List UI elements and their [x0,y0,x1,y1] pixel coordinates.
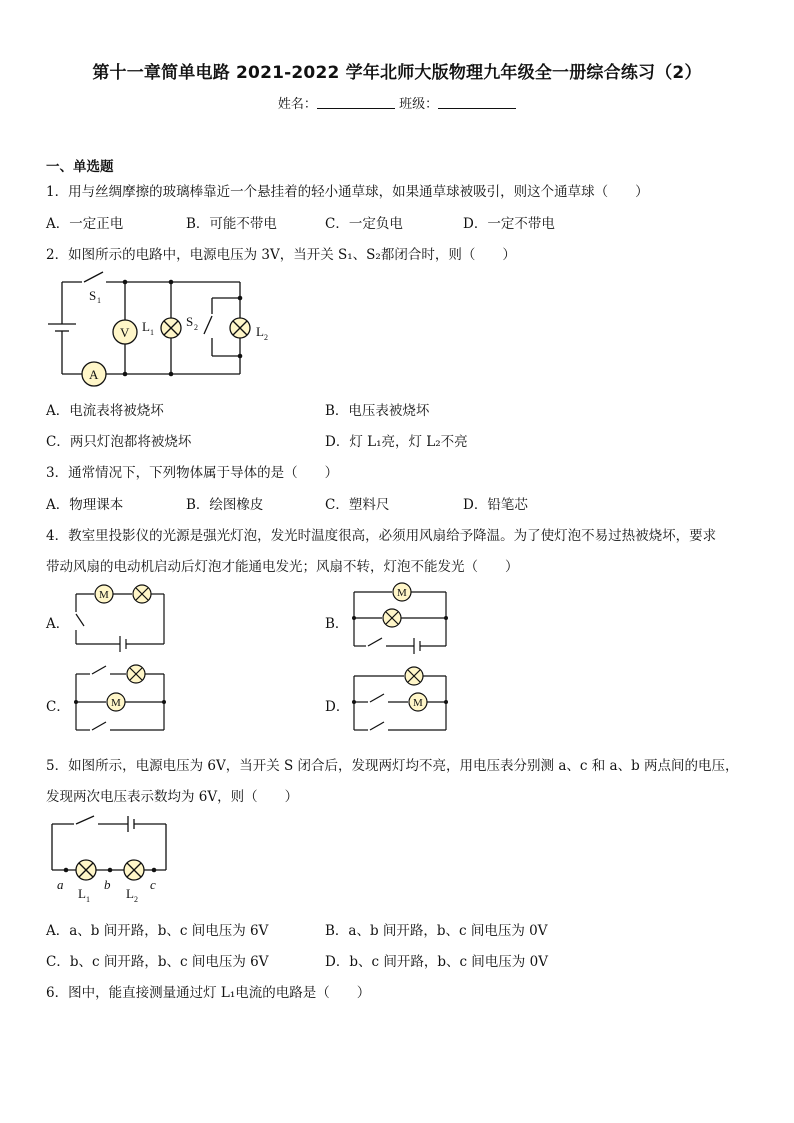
l2-subscript: 2 [134,895,138,904]
question-4-option-d-circuit[interactable] [350,660,450,735]
question-4-option-d-label[interactable]: D． [325,699,350,715]
question-4-option-c-circuit[interactable] [68,660,168,735]
point-b-label: b [104,877,111,892]
l2-label: L [126,886,134,901]
motor-label: M [111,697,121,709]
question-2-option-c[interactable]: C．两只灯泡都将被烧坏 [46,434,192,450]
motor-label: M [397,587,407,599]
question-3-option-b[interactable]: B．绘图橡皮 [186,497,264,513]
question-4-stem-line-2: 带动风扇的电动机启动后灯泡才能通电发光；风扇不转，灯泡不能发光（ ） [46,559,519,575]
l1-label: L [142,319,150,334]
motor-label: M [413,697,423,709]
l2-label: L [256,324,264,339]
s1-subscript: 1 [97,296,101,305]
point-a-label: a [57,877,64,892]
page-title: 第十一章简单电路 2021-2022 学年北师大版物理九年级全一册综合练习（2） [92,63,702,83]
question-1-option-d[interactable]: D．一定不带电 [463,216,555,232]
question-5-option-b[interactable]: B．a、b 间开路，b、c 间电压为 0V [325,923,548,939]
question-4-option-a-circuit[interactable] [68,582,168,652]
class-label: 班级： [399,97,439,112]
l1-label: L [78,886,86,901]
question-1-stem: 1．用与丝绸摩擦的玻璃棒靠近一个悬挂着的轻小通草球，如果通草球被吸引，则这个通草球（ ） [46,184,649,200]
question-5-option-a[interactable]: A．a、b 间开路，b、c 间电压为 6V [46,923,269,939]
s1-label: S [89,288,97,303]
name-class-line [0,93,794,112]
question-1-option-c[interactable]: C．一定负电 [325,216,403,232]
name-label: 姓名： [277,97,317,112]
s2-subscript: 2 [194,323,198,332]
question-4-option-a-label[interactable]: A． [46,616,70,632]
ammeter-label: A [89,367,99,382]
question-2-option-d[interactable]: D．灯 L₁亮，灯 L₂不亮 [325,434,468,450]
question-2-option-a[interactable]: A．电流表将被烧坏 [46,403,164,419]
question-4-option-b-label[interactable]: B． [325,616,349,632]
question-5-option-c[interactable]: C．b、c 间开路，b、c 间电压为 6V [46,954,269,970]
question-3-option-c[interactable]: C．塑料尺 [325,497,390,513]
question-4-option-b-circuit[interactable] [350,582,450,652]
question-3-option-a[interactable]: A．物理课本 [46,497,124,513]
question-4-option-c-label[interactable]: C． [46,699,70,715]
l1-subscript: 1 [150,328,154,337]
question-1-option-b[interactable]: B．可能不带电 [186,216,277,232]
question-2-option-b[interactable]: B．电压表被烧坏 [325,403,430,419]
l1-subscript: 1 [86,895,90,904]
question-5-stem-line-2: 发现两次电压表示数均为 6V，则（ ） [46,789,299,805]
section-heading: 一、单选题 [46,159,114,175]
question-3-option-d[interactable]: D．铅笔芯 [463,497,528,513]
motor-label: M [99,589,109,601]
question-1-option-a[interactable]: A．一定正电 [46,216,124,232]
question-2-circuit-diagram [40,268,290,388]
point-c-label: c [150,877,156,892]
question-5-circuit-diagram [44,812,174,907]
question-2-stem: 2．如图所示的电路中，电源电压为 3V，当开关 S₁、S₂都闭合时，则（ ） [46,247,516,263]
question-6-stem: 6．图中，能直接测量通过灯 L₁电流的电路是（ ） [46,985,371,1001]
question-5-option-d[interactable]: D．b、c 间开路，b、c 间电压为 0V [325,954,548,970]
s2-label: S [186,314,194,329]
voltmeter-label: V [120,325,130,340]
question-3-stem: 3．通常情况下，下列物体属于导体的是（ ） [46,465,339,481]
class-blank[interactable] [438,96,516,109]
question-4-stem-line-1: 4．教室里投影仪的光源是强光灯泡，发光时温度很高，必须用风扇给予降温。为了使灯泡不易过热被烧坏，要求 [46,528,717,544]
name-blank[interactable] [317,96,395,109]
question-5-stem-line-1: 5．如图所示，电源电压为 6V，当开关 S 闭合后，发现两灯均不亮，用电压表分别测 a、c 和 a、b 两点间的电压， [46,758,739,774]
l2-subscript: 2 [264,333,268,342]
